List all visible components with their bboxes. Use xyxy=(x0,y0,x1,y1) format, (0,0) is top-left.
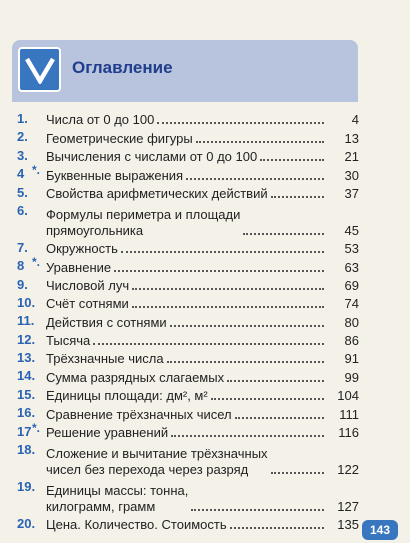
toc-entry-title: Единицы массы: тонна, xyxy=(46,482,189,498)
toc-entry-number: 5. xyxy=(17,184,28,200)
dot-leader xyxy=(196,141,324,143)
dot-leader xyxy=(260,159,324,161)
toc-entry-title: Формулы периметра и площади xyxy=(46,206,241,222)
toc-entry-number: 4 *. xyxy=(17,163,41,182)
toc-entry xyxy=(17,257,359,275)
dot-leader xyxy=(167,361,324,363)
toc-entry-page: 13 xyxy=(344,130,359,146)
dot-leader xyxy=(235,417,324,419)
toc-entry-title: Единицы площади: дм², м² xyxy=(46,388,208,404)
toc-entry-title: Геометрические фигуры xyxy=(46,130,193,146)
toc-entry xyxy=(17,165,359,183)
dot-leader xyxy=(132,306,324,308)
toc-entry xyxy=(17,515,359,533)
toc-entry xyxy=(17,404,359,422)
toc-entry-number: 11. xyxy=(17,313,35,329)
dot-leader xyxy=(243,233,324,235)
toc-entry-number: 12. xyxy=(17,331,36,347)
toc-entry xyxy=(17,420,359,441)
dot-leader xyxy=(157,122,324,124)
toc-entry xyxy=(17,294,359,312)
toc-entry-number: 17 *. xyxy=(17,420,41,439)
toc-entry-page: 135 xyxy=(337,517,359,533)
toc-entry-number: 3. xyxy=(17,147,28,163)
toc-entry-title: Действия с сотнями xyxy=(46,314,167,330)
dot-leader xyxy=(114,270,324,272)
toc-header xyxy=(12,40,358,102)
toc-entry-number: 6. xyxy=(17,202,28,218)
toc-entry-page: 127 xyxy=(337,498,359,514)
toc-entry-number: 16. xyxy=(17,405,36,421)
toc-entry-title: Тысяча xyxy=(46,333,91,349)
toc-entry-page: 4 xyxy=(351,112,359,128)
toc-entry-number: 20. xyxy=(17,515,36,531)
page-title: Оглавление xyxy=(72,58,173,77)
toc-entry-page: 116 xyxy=(338,425,359,441)
toc-entry-number: 19. xyxy=(17,478,36,494)
toc-entry-title: Числа от 0 до 100 xyxy=(46,112,155,128)
dot-leader xyxy=(121,251,324,253)
toc-entry-title: Сумма разрядных слагаемых xyxy=(46,369,225,385)
toc-entry xyxy=(17,276,359,294)
toc-entry xyxy=(17,367,359,385)
toc-entry-title: килограмм, грамм xyxy=(46,498,156,514)
toc-entry-page: 63 xyxy=(344,259,359,275)
toc-entry-page: 53 xyxy=(344,241,359,257)
toc-entry-title: Буквенные выражения xyxy=(46,167,184,183)
toc-entry xyxy=(17,202,359,239)
toc-entry-page: 21 xyxy=(344,149,359,165)
toc-entry-title: Свойства арифметических действий xyxy=(46,185,268,201)
toc-entry-page: 122 xyxy=(337,461,359,477)
toc-entry-number: 1. xyxy=(17,111,28,126)
toc-entry-number: 13. xyxy=(17,350,36,366)
toc-entry-title: прямоугольника xyxy=(46,222,144,238)
dot-leader xyxy=(211,398,324,400)
toc-entry-page: 111 xyxy=(339,406,359,422)
toc-entry-number: 8 *. xyxy=(17,255,41,274)
toc-entry xyxy=(17,331,359,349)
star-mark: *. xyxy=(32,420,41,435)
toc-entry-number: 10. xyxy=(17,294,36,310)
toc-entry-page: 30 xyxy=(344,167,359,183)
toc-entry-number: 7. xyxy=(17,239,28,255)
toc-entry-page: 86 xyxy=(344,333,359,349)
toc-entry xyxy=(17,441,359,478)
toc-entry xyxy=(17,239,359,257)
dot-leader xyxy=(171,435,324,437)
toc-entry xyxy=(17,128,359,146)
toc-entry xyxy=(17,312,359,330)
toc-entry-page: 74 xyxy=(344,296,359,312)
toc-entry-page: 91 xyxy=(344,351,359,367)
toc-entry-number: 2. xyxy=(17,129,28,145)
toc-entry-number: 14. xyxy=(17,368,36,384)
toc-entry-page: 45 xyxy=(344,222,359,238)
star-mark: *. xyxy=(32,163,41,178)
toc-entry-number: 15. xyxy=(17,386,36,402)
star-mark: *. xyxy=(32,255,41,270)
dot-leader xyxy=(227,380,324,382)
toc-entry-page: 37 xyxy=(344,185,359,201)
dot-leader xyxy=(132,288,324,290)
dot-leader xyxy=(191,509,324,511)
toc-entry-page: 69 xyxy=(344,277,359,293)
toc-entry-number: 18. xyxy=(17,442,36,458)
toc-entry xyxy=(17,349,359,367)
dot-leader xyxy=(170,325,324,327)
dot-leader xyxy=(93,343,324,345)
toc-entry-title: чисел без перехода через разряд xyxy=(46,461,249,477)
toc-entry-title: Решение уравнений xyxy=(46,425,169,441)
toc-entry-title: Числовой луч xyxy=(46,277,130,293)
toc-entry-number: 9. xyxy=(17,276,28,292)
toc-entry-title: Вычисления с числами от 0 до 100 xyxy=(46,149,258,165)
table-of-contents xyxy=(17,110,359,533)
toc-entry-title: Счёт сотнями xyxy=(46,296,129,312)
toc-entry-page: 99 xyxy=(344,369,359,385)
toc-entry-page: 104 xyxy=(337,388,359,404)
dot-leader xyxy=(230,527,324,529)
toc-entry xyxy=(17,147,359,165)
toc-entry xyxy=(17,184,359,202)
toc-entry-title: Уравнение xyxy=(46,259,112,275)
dot-leader xyxy=(271,472,324,474)
dot-leader xyxy=(186,178,324,180)
dot-leader xyxy=(271,196,324,198)
toc-entry-title: Окружность xyxy=(46,241,118,257)
toc-entry-title: Сложение и вычитание трёхзначных xyxy=(46,445,268,461)
page-number-badge: 143 xyxy=(362,520,398,540)
toc-entry-title: Трёхзначные числа xyxy=(46,351,164,367)
toc-entry xyxy=(17,478,359,515)
toc-entry-title: Цена. Количество. Стоимость xyxy=(46,517,227,533)
checkmark-logo-icon xyxy=(18,47,61,92)
toc-entry xyxy=(17,386,359,404)
toc-entry-title: Сравнение трёхзначных чисел xyxy=(46,406,232,422)
toc-entry xyxy=(17,110,359,128)
toc-entry-page: 80 xyxy=(344,314,359,330)
